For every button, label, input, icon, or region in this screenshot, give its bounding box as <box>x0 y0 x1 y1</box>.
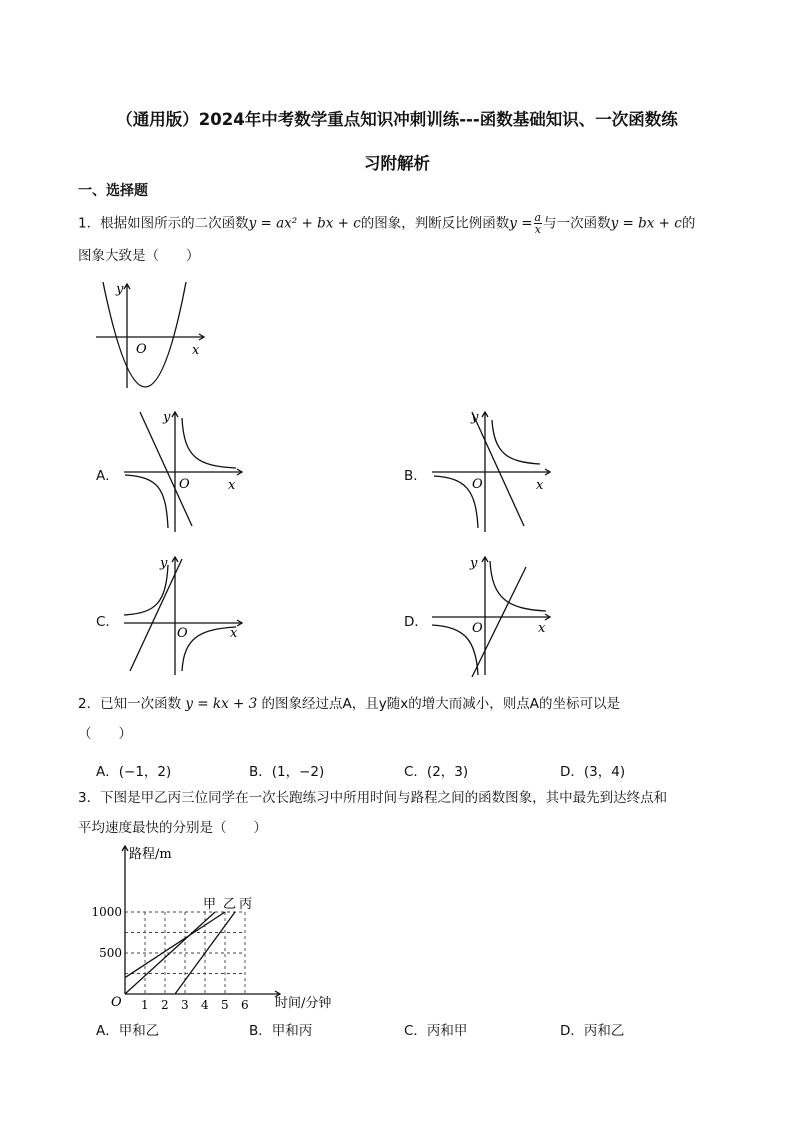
q1-line1 <box>78 212 695 235</box>
origin-label: O <box>472 621 483 636</box>
q1-option-d-label[interactable]: D． <box>404 614 428 630</box>
q1-prefix: 1．根据如图所示的二次函数 <box>78 215 249 232</box>
document-title-line2: 习附解析 <box>364 154 430 173</box>
chart-labels-group <box>91 847 331 1012</box>
frac-numerator: a <box>534 211 542 224</box>
y-tick-label: 500 <box>99 946 122 960</box>
x-tick-label: 2 <box>161 998 169 1012</box>
q3-distance-time-chart <box>90 840 360 1015</box>
x-tick-label: 5 <box>221 998 229 1012</box>
axis-x-label: x <box>538 621 546 636</box>
q2-line2: （ ） <box>78 726 132 742</box>
q2-option-b[interactable]: B．(1，−2) <box>249 764 325 780</box>
q1-linear: y = bx + c <box>610 215 682 232</box>
axis-x-label: x <box>192 343 200 358</box>
q2-option-a[interactable]: A．(−1，2) <box>96 764 172 780</box>
q1-mid: 的图象，判断反比例函数 <box>360 215 510 232</box>
origin-label: O <box>177 626 188 641</box>
series-line-2 <box>125 912 225 978</box>
axis-x-label: x <box>230 626 238 641</box>
q1-suffix: 的 <box>681 215 696 232</box>
axis-y-label: y <box>160 556 168 571</box>
axis-x-label: x <box>536 478 544 493</box>
origin-label: O <box>136 342 147 357</box>
origin-label: O <box>111 995 122 1010</box>
q2-line1 <box>78 696 620 712</box>
q1-option-c-graph[interactable] <box>120 553 250 678</box>
q1-fraction <box>534 212 543 235</box>
y-axis-label: 路程/m <box>129 847 172 862</box>
q1-parabola-figure <box>92 280 212 392</box>
series-label: 乙 <box>223 897 237 912</box>
q2-suffix: 的图象经过点A，且y随x的增大而减小，则点A的坐标可以是 <box>261 696 620 712</box>
axis-x-label: x <box>228 478 236 493</box>
q1-option-a-label[interactable]: A． <box>96 468 119 484</box>
q3-option-a[interactable]: A．甲和乙 <box>96 1023 160 1039</box>
series-label: 丙 <box>239 897 253 912</box>
q3-option-b[interactable]: B．甲和丙 <box>249 1023 313 1039</box>
q1-option-b-graph[interactable] <box>428 410 558 535</box>
x-tick-label: 1 <box>141 998 149 1012</box>
chart-grid <box>125 912 245 994</box>
y-tick-label: 1000 <box>91 905 122 919</box>
q1-line2: 图象大致是（ ） <box>78 248 200 264</box>
q3-line1: 3．下图是甲乙丙三位同学在一次长跑练习中所用时间与路程之间的函数图象，其中最先到达终点和 <box>78 790 668 806</box>
axis-y-label: y <box>471 410 479 425</box>
axis-y-label: y <box>116 282 124 297</box>
q1-option-d-graph[interactable] <box>428 553 558 678</box>
frac-denominator: x <box>534 223 541 236</box>
q2-option-d[interactable]: D．(3，4) <box>560 764 626 780</box>
q1-quadratic: y = ax² + bx + c <box>248 215 361 232</box>
origin-label: O <box>179 477 190 492</box>
x-tick-label: 6 <box>241 998 249 1012</box>
q1-option-b-label[interactable]: B． <box>404 468 427 484</box>
axis-y-label: y <box>163 410 171 425</box>
document-title-line1: （通用版）2024年中考数学重点知识冲刺训练---函数基础知识、一次函数练 <box>116 110 678 129</box>
q1-mid2: 与一次函数 <box>543 215 611 232</box>
q3-option-c[interactable]: C．丙和甲 <box>404 1023 468 1039</box>
q1-inverse-lhs: y = <box>509 215 533 232</box>
x-axis-label: 时间/分钟 <box>275 996 332 1011</box>
q3-line2: 平均速度最快的分别是（ ） <box>78 820 267 836</box>
q2-prefix: 2．已知一次函数 <box>78 696 182 712</box>
q2-option-c[interactable]: C．(2，3) <box>404 764 469 780</box>
q2-linear-function: y = kx + 3 <box>185 696 258 712</box>
section-heading: 一、选择题 <box>78 183 148 199</box>
axis-y-label: y <box>470 556 478 571</box>
q1-option-c-label[interactable]: C． <box>96 614 119 630</box>
x-tick-label: 4 <box>201 998 209 1012</box>
origin-label: O <box>472 477 483 492</box>
x-tick-label: 3 <box>181 998 189 1012</box>
series-label: 甲 <box>203 897 217 912</box>
q3-option-d[interactable]: D．丙和乙 <box>560 1023 625 1039</box>
q1-option-a-graph[interactable] <box>120 410 250 535</box>
